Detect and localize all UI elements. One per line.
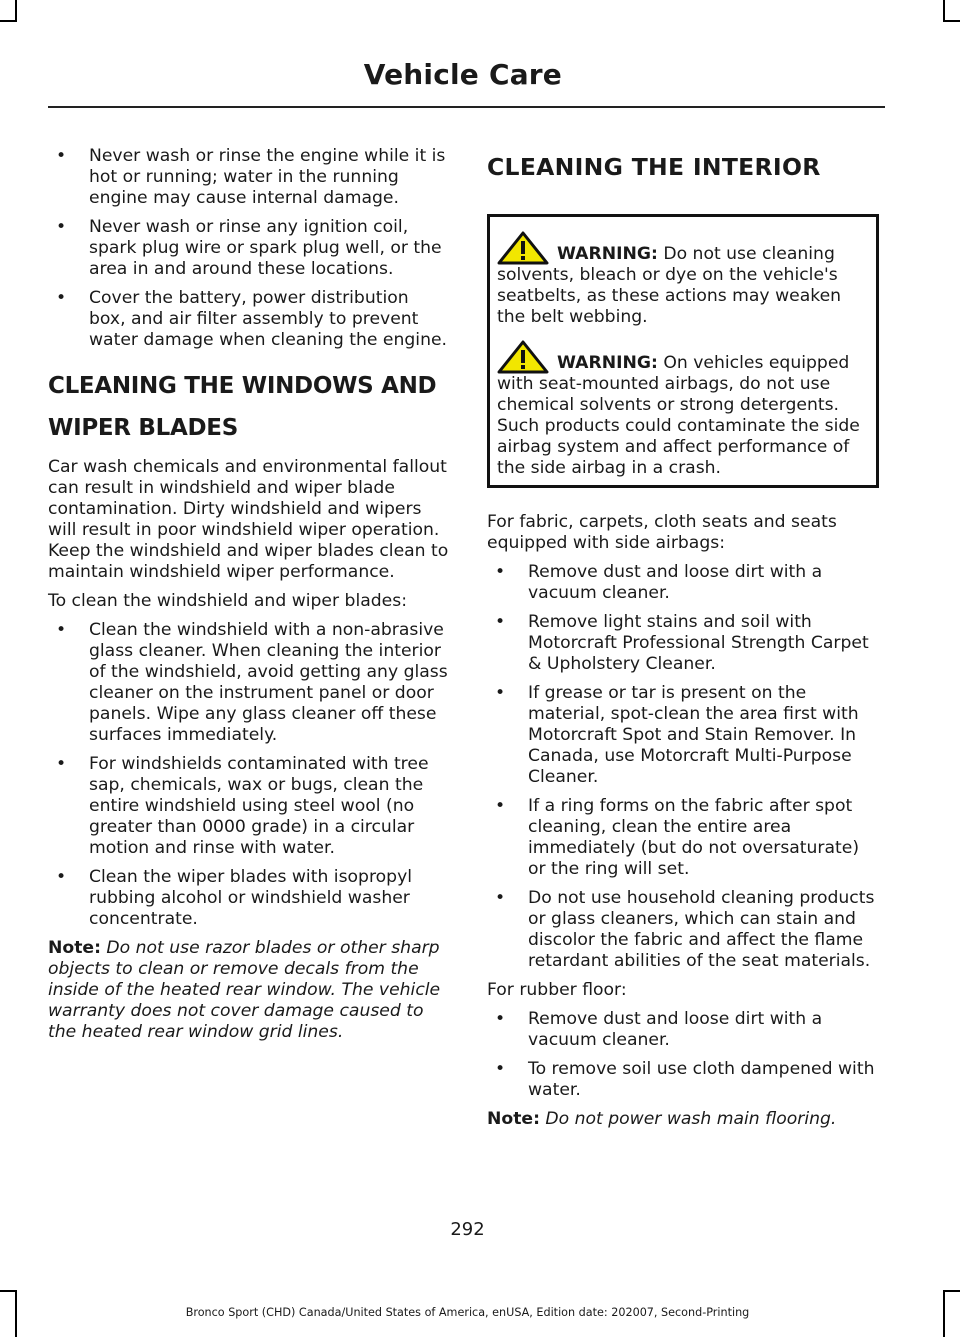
rubber-steps-list xyxy=(487,1009,879,1101)
paragraph: For rubber floor: xyxy=(487,980,627,1000)
list-item-text: Never wash or rinse any ignition coil, spark plug wire or spark plug well, or the area in and around these locations. xyxy=(89,217,442,279)
list-item-text: Remove dust and loose dirt with a vacuum cleaner. xyxy=(528,562,823,603)
bullet-glyph: • xyxy=(56,217,67,237)
note-label: Note: xyxy=(487,1109,540,1129)
page-number: 292 xyxy=(450,1219,485,1240)
windshield-steps-list xyxy=(48,620,450,930)
list-item-text: If a ring forms on the fabric after spot cleaning, clean the entire area immediately (but do not oversaturate) or the ring will set. xyxy=(528,796,860,879)
note-text: Do not use razor blades or other sharp objects to clean or remove decals from the inside of the heated rear window. The vehicle warranty does not cover damage caused to the heated rear window grid lines. xyxy=(48,938,441,1042)
crop-mark-top-left-v xyxy=(15,0,17,20)
list-item xyxy=(48,146,450,209)
crop-mark-bottom-right-v xyxy=(943,1290,945,1337)
crop-mark-bottom-left-h xyxy=(0,1290,17,1292)
warning-item xyxy=(497,231,870,328)
header-title: Vehicle Care xyxy=(363,58,562,91)
list-item xyxy=(487,562,879,604)
heading-line: CLEANING THE WINDOWS AND xyxy=(48,373,437,399)
bullet-glyph: • xyxy=(56,867,67,887)
header-rule xyxy=(48,106,885,108)
bullet-glyph: • xyxy=(495,1009,506,1029)
bullet-glyph: • xyxy=(495,612,506,632)
heading-line: WIPER BLADES xyxy=(48,415,238,441)
bullet-glyph: • xyxy=(56,288,67,308)
right-column xyxy=(487,146,879,1138)
list-item-text: Cover the battery, power distribution box, and air filter assembly to prevent water damage when cleaning the engine. xyxy=(89,288,448,350)
list-item xyxy=(487,796,879,880)
list-item-text: Remove dust and loose dirt with a vacuum cleaner. xyxy=(528,1009,823,1050)
paragraph: For fabric, carpets, cloth seats and seats equipped with side airbags: xyxy=(487,512,837,553)
list-item xyxy=(48,867,450,930)
note-label: Note: xyxy=(48,938,101,958)
warning-text: On vehicles equipped with seat-mounted airbags, do not use chemical solvents or strong detergents. Such products could contaminate the side airbag system and affect performance of the side airbag in a crash. xyxy=(497,353,860,478)
list-item xyxy=(487,612,879,675)
warning-text: Do not use cleaning solvents, bleach or dye on the vehicle's seatbelts, as these actions may weaken the belt webbing. xyxy=(497,244,842,327)
warning-triangle-icon xyxy=(497,340,549,374)
bullet-glyph: • xyxy=(56,754,67,774)
note xyxy=(48,938,450,1043)
list-item-text: Do not use household cleaning products or glass cleaners, which can stain and discolor the fabric and affect the flame retardant abilities of the seat materials. xyxy=(528,888,875,971)
warning-label: WARNING: xyxy=(557,353,658,373)
bullet-glyph: • xyxy=(56,146,67,166)
warning-box xyxy=(487,214,879,488)
list-item-text: If grease or tar is present on the material, spot-clean the area first with Motorcraft Spot and Stain Remover. In Canada, use Motorcraft Multi-Purpose Cleaner. xyxy=(528,683,859,787)
note xyxy=(487,1109,879,1130)
page-footer: Bronco Sport (CHD) Canada/United States of America, enUSA, Edition date: 202007, Second-Printing xyxy=(185,1306,750,1319)
list-item xyxy=(487,1059,879,1101)
warning-item xyxy=(497,340,870,479)
bullet-glyph: • xyxy=(495,562,506,582)
engine-wash-list xyxy=(48,146,450,351)
list-item-text: For windshields contaminated with tree sap, chemicals, wax or bugs, clean the entire windshield using steel wool (no greater than 0000 grade) in a circular motion and rinse with water. xyxy=(89,754,429,858)
list-item xyxy=(487,888,879,972)
list-item xyxy=(487,1009,879,1051)
list-item xyxy=(48,754,450,859)
list-item xyxy=(48,288,450,351)
crop-mark-top-right-h xyxy=(943,20,960,22)
list-item xyxy=(48,620,450,746)
list-item-text: To remove soil use cloth dampened with water. xyxy=(528,1059,875,1100)
section-heading-windows xyxy=(48,365,450,449)
list-item-text: Clean the wiper blades with isopropyl rubbing alcohol or windshield washer concentrate. xyxy=(89,867,413,929)
paragraph: Car wash chemicals and environmental fallout can result in windshield and wiper blade contamination. Dirty windshield and wipers will result in poor windshield wiper operation. Keep the windshield and wiper blades clean to maintain windshield wiper performance. xyxy=(48,457,449,582)
bullet-glyph: • xyxy=(495,683,506,703)
section-heading-interior: CLEANING THE INTERIOR xyxy=(487,153,821,181)
bullet-glyph: • xyxy=(495,796,506,816)
list-item-text: Remove light stains and soil with Motorcraft Professional Strength Carpet & Upholstery Cleaner. xyxy=(528,612,869,674)
page-header xyxy=(0,58,935,91)
crop-mark-bottom-right-h xyxy=(943,1290,960,1292)
warning-triangle-icon xyxy=(497,231,549,265)
crop-mark-top-right-v xyxy=(943,0,945,20)
left-column xyxy=(48,146,450,1051)
note-text: Do not power wash main flooring. xyxy=(545,1109,837,1129)
bullet-glyph: • xyxy=(495,1059,506,1079)
warning-label: WARNING: xyxy=(557,244,658,264)
bullet-glyph: • xyxy=(495,888,506,908)
paragraph: To clean the windshield and wiper blades: xyxy=(48,591,407,611)
list-item-text: Clean the windshield with a non-abrasive glass cleaner. When cleaning the interior of the windshield, avoid getting any glass cleaner on the instrument panel or door panels. Wipe any glass cleaner off these surfaces immediately. xyxy=(89,620,448,745)
list-item xyxy=(48,217,450,280)
list-item xyxy=(487,683,879,788)
fabric-steps-list xyxy=(487,562,879,972)
bullet-glyph: • xyxy=(56,620,67,640)
crop-mark-top-left-h xyxy=(0,20,17,22)
list-item-text: Never wash or rinse the engine while it is hot or running; water in the running engine may cause internal damage. xyxy=(89,146,446,208)
